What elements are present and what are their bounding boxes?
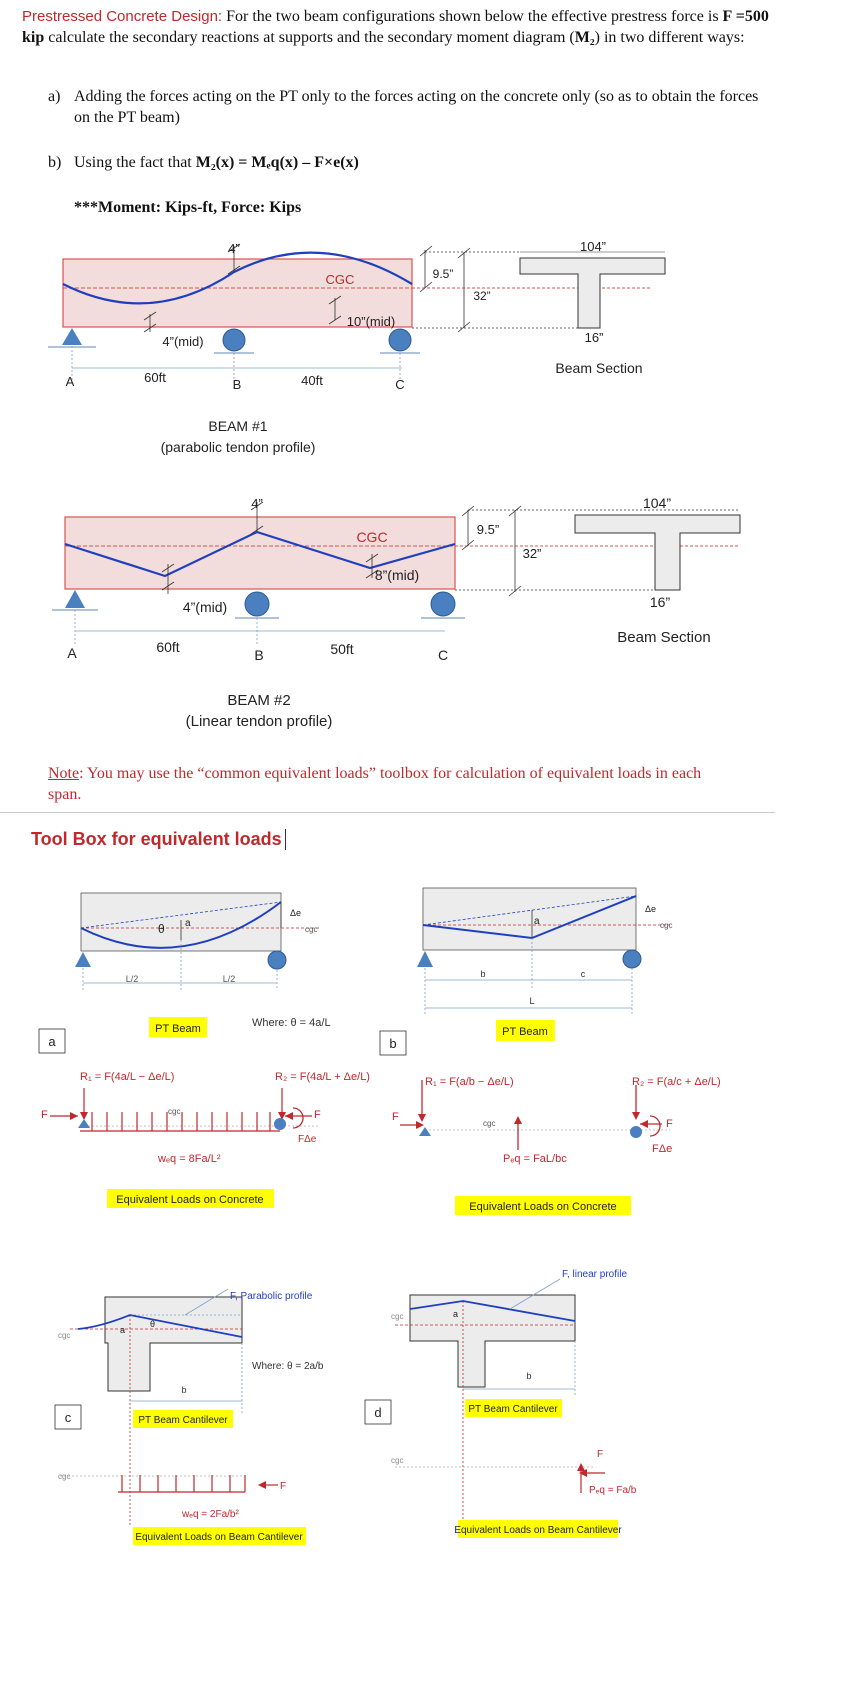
item-a-text: Adding the forces acting on the PT only to the forces acting on the concrete only (so as to obtain the forces on the PT beam) [74, 88, 759, 126]
panel-a-half-1: L/2 [125, 974, 139, 984]
panel-b-f-right: F [666, 1118, 673, 1130]
beam-1-support-c [389, 329, 411, 351]
beam-2-subtitle: (Linear tendon profile) [185, 713, 333, 730]
beam-2-figure [0, 486, 855, 736]
panel-a-cgc-2: cgc [168, 1107, 181, 1116]
toolbox-panel-c [0, 1265, 370, 1565]
panel-a-cgc: cgc [305, 925, 318, 934]
panel-c-label: c [64, 1410, 72, 1425]
beam-1-subtitle: (parabolic tendon profile) [160, 439, 316, 455]
panel-c-theta: θ [150, 1319, 156, 1329]
panel-a-a-dim: a [185, 918, 191, 929]
panel-b-r2: R₂ = F(a/c + Δe/L) [632, 1076, 721, 1088]
panel-a-w-eq: wₑq = 8Fa/L² [158, 1153, 221, 1165]
panel-d-cgc-2: cgc [391, 1456, 404, 1465]
toolbox-panel-b [370, 880, 790, 1230]
note-label: Note [48, 765, 80, 782]
panel-d-cgc: cgc [391, 1312, 404, 1321]
panel-a-delta-e: Δe [290, 908, 302, 918]
units-note: ***Moment: Kips-ft, Force: Kips [74, 199, 302, 216]
item-b-marker: b) [48, 154, 62, 171]
beam-2-t-section [575, 515, 740, 590]
panel-d-pt-label: PT Beam Cantilever [468, 1404, 558, 1415]
item-a-marker: a) [48, 88, 61, 105]
panel-b-f-left: F [392, 1111, 399, 1123]
beam-1-support-c-label: C [395, 377, 405, 392]
panel-b-f-de: FΔe [652, 1143, 673, 1155]
panel-b-delta-e: Δe [645, 904, 657, 914]
panel-a-r2: R₂ = F(4a/L + Δe/L) [275, 1071, 370, 1083]
beam-1-support-b [223, 329, 245, 351]
panel-a-f-de: FΔe [298, 1134, 317, 1145]
panel-a-label: a [48, 1034, 56, 1049]
item-b-equation: M₂(x) = Mₑq(x) – F×e(x) [195, 154, 359, 171]
toolbox-panel-d [355, 1265, 695, 1565]
panel-d-f: F [597, 1449, 604, 1460]
panel-a-where: Where: θ = 4a/L [252, 1017, 331, 1029]
beam-1-support-a [62, 328, 82, 345]
problem-statement [22, 6, 792, 48]
panel-a-half-2: L/2 [222, 974, 236, 984]
panel-c-where: Where: θ = 2a/b [252, 1361, 324, 1372]
toolbox-panel-a [0, 880, 400, 1230]
panel-c-f: F [280, 1481, 287, 1492]
panel-b-label: b [389, 1036, 397, 1051]
panel-b-r1: R₁ = F(a/b − Δe/L) [425, 1076, 514, 1088]
beam-2-title: BEAM #2 [227, 692, 291, 709]
beam-2-web-width: 16” [649, 594, 671, 610]
panel-b-p-eq: Pₑq = FaL/bc [503, 1153, 567, 1165]
beam-2-support-b-label: B [254, 647, 264, 663]
panel-c-cgc: cgc [58, 1331, 71, 1340]
problem-intro-2: calculate the secondary reactions at supports and the secondary moment diagram ( [44, 29, 575, 46]
problem-intro-1: For the two beam configurations shown below the effective prestress force is [222, 8, 723, 25]
m2-symbol: M₂ [574, 29, 595, 46]
panel-d-p-eq: Pₑq = Fa/b [589, 1485, 637, 1496]
panel-d-eq-label: Equivalent Loads on Beam Cantilever [454, 1525, 622, 1536]
beam-2-dim-95: 9.5” [476, 522, 500, 537]
panel-a-pt-beam: PT Beam [155, 1023, 201, 1035]
beam-2-dim-32: 32” [522, 546, 542, 561]
toolbox-title: Tool Box for equivalent loads [31, 829, 286, 850]
beam-1-figure [0, 228, 855, 468]
beam-2-support-c-label: C [437, 647, 449, 663]
panel-c-profile: F, Parabolic profile [230, 1291, 313, 1302]
panel-c-w-eq: wₑq = 2Fa/b² [182, 1509, 239, 1520]
panel-b-l-dim: L [529, 996, 535, 1006]
note [48, 763, 738, 805]
beam-1-dim-top: 4” [228, 241, 240, 256]
panel-d-label: d [374, 1405, 382, 1420]
beam-1-span-2: 40ft [301, 373, 323, 388]
panel-c-a-dim: a [120, 1325, 126, 1335]
panel-a-f-right: F [314, 1109, 321, 1121]
panel-b-cgc: cgc [660, 921, 673, 930]
beam-2-section-label: Beam Section [617, 629, 711, 646]
panel-c-eq-label: Equivalent Loads on Beam Cantilever [135, 1532, 303, 1543]
beam-1-flange-width: 104” [579, 239, 607, 254]
panel-d-b-dim: b [526, 1371, 532, 1381]
panel-d-a-dim: a [453, 1309, 459, 1319]
panel-d-profile: F, linear profile [562, 1269, 628, 1280]
panel-c-pt-label: PT Beam Cantilever [138, 1415, 228, 1426]
panel-b-a-dim: a [534, 916, 540, 927]
beam-2-support-a [65, 590, 85, 608]
panel-a-eq-label: Equivalent Loads on Concrete [116, 1194, 264, 1206]
beam-1-t-section [520, 258, 665, 328]
beam-1-section-label: Beam Section [555, 360, 643, 376]
section-divider [0, 812, 775, 813]
beam-1-dim-95: 9.5” [432, 267, 454, 281]
beam-2-span-2: 50ft [330, 641, 354, 657]
beam-1-cgc: CGC [325, 272, 355, 287]
beam-2-support-b [245, 592, 269, 616]
beam-1-web-width: 16” [584, 330, 604, 345]
beam-2-flange-width: 104” [642, 495, 672, 511]
panel-a-r1: R₁ = F(4a/L − Δe/L) [80, 1071, 175, 1083]
beam-1-dim-mid-right: 10”(mid) [346, 314, 396, 329]
beam-2-dim-mid-right: 8”(mid) [374, 567, 420, 583]
beam-1-dim-32: 32” [473, 289, 491, 303]
beam-1-support-a-label: A [65, 374, 75, 389]
panel-b-c-dim: c [580, 969, 586, 979]
panel-b-b-dim: b [480, 969, 486, 979]
panel-a-f-left: F [41, 1109, 48, 1121]
beam-1-support-b-label: B [232, 377, 242, 392]
panel-c-b-dim: b [181, 1385, 187, 1395]
beam-2-support-a-label: A [67, 645, 77, 661]
panel-b-cgc-2: cgc [483, 1119, 496, 1128]
panel-a-theta: θ [158, 922, 165, 936]
problem-intro-3: ) in two different ways: [594, 29, 745, 46]
panel-b-pt-beam: PT Beam [502, 1026, 548, 1038]
beam-1-span-1: 60ft [144, 370, 166, 385]
problem-heading: Prestressed Concrete Design: [22, 8, 223, 25]
beam-2-span-1: 60ft [156, 639, 180, 655]
item-b-line [74, 152, 764, 173]
beam-2-cgc: CGC [356, 529, 388, 545]
beam-1-dim-mid-left: 4”(mid) [162, 334, 204, 349]
beam-2-dim-mid-left: 4”(mid) [182, 599, 228, 615]
prestress-force: F =500 kip [22, 8, 769, 46]
panel-b-eq-label: Equivalent Loads on Concrete [469, 1201, 617, 1213]
beam-2-support-c [431, 592, 455, 616]
note-text: : You may use the “common equivalent loads” toolbox for calculation of equivalent loads in each span. [48, 765, 702, 803]
panel-c-cgc-2: cgc [58, 1472, 71, 1481]
item-b-text: Using the fact that [74, 154, 196, 171]
beam-1-title: BEAM #1 [208, 418, 268, 434]
beam-2-dim-top: 4” [251, 496, 263, 511]
